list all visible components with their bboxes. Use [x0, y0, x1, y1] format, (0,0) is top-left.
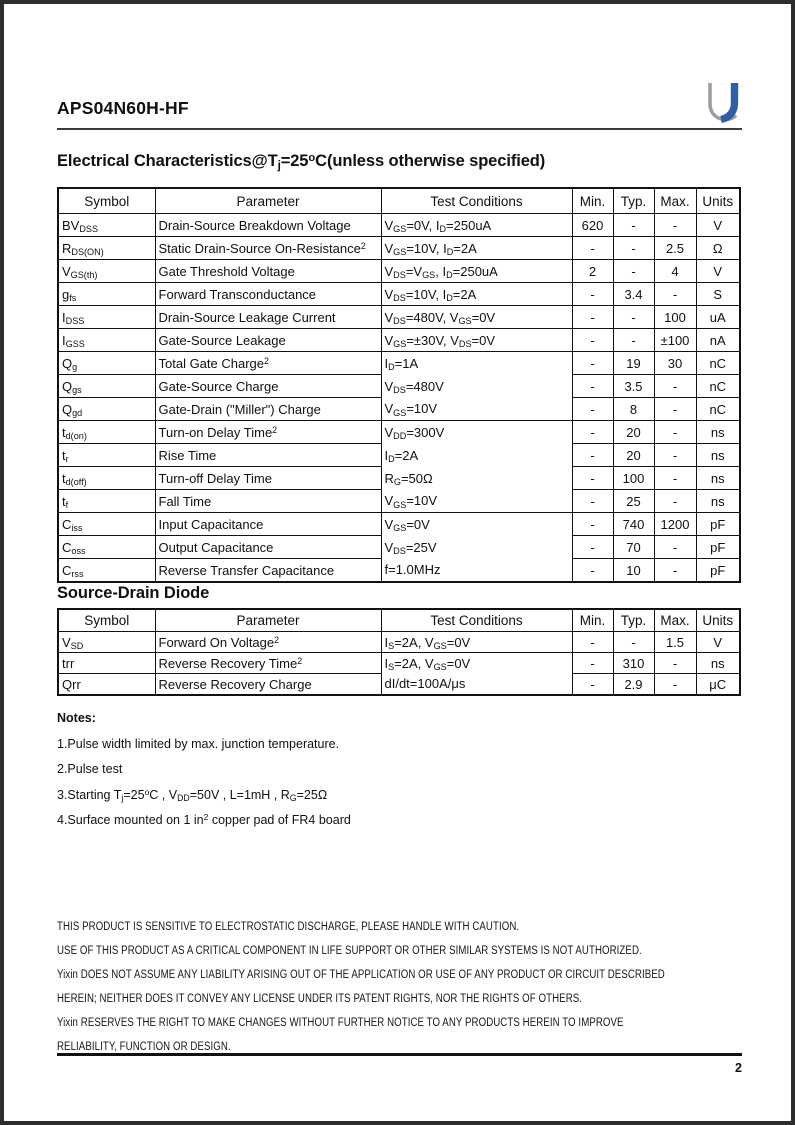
- symbol-cell: $Q_g$: [58, 352, 155, 375]
- test-conditions-cell: $V_{DS}=480V$, $V_{GS}=0V$: [381, 306, 572, 329]
- units-cell: nA: [696, 329, 740, 352]
- typ-cell: 70: [613, 536, 654, 559]
- disclaimer-line: Yixin DOES NOT ASSUME ANY LIABILITY ARISING OUT OF THE APPLICATION OR USE OF ANY PRODUCT OR CIRCUIT DESCRIBED: [57, 968, 665, 981]
- note-item: 1.Pulse width limited by max. junction temperature.: [57, 737, 340, 751]
- units-cell: uA: [696, 306, 740, 329]
- test-conditions-cell: f=1.0MHz: [381, 559, 572, 583]
- typ-cell: 3.5: [613, 375, 654, 398]
- table-row: [58, 375, 740, 398]
- test-conditions-cell: $I_D=2A$: [381, 444, 572, 467]
- part-number: APS04N60H-HF: [57, 98, 189, 118]
- test-conditions-cell: $V_{DD}=300V$: [381, 421, 572, 444]
- test-conditions-cell: $V_{GS}=10V$: [381, 398, 572, 421]
- units-cell: Ω: [696, 237, 740, 260]
- max-cell: -: [654, 214, 696, 237]
- parameter-cell: Gate Threshold Voltage: [155, 260, 381, 283]
- test-conditions-cell: $V_{DS}=25V$: [381, 536, 572, 559]
- typ-cell: 100: [613, 467, 654, 490]
- symbol-cell: $Q_{gs}$: [58, 375, 155, 398]
- test-conditions-cell: $I_D=1A$: [381, 352, 572, 375]
- source-drain-diode-title: Source-Drain Diode: [57, 584, 210, 602]
- symbol-cell: $t_f$: [58, 490, 155, 513]
- test-conditions-cell: $V_{GS}=\pm 30V$, $V_{DS}=0V$: [381, 329, 572, 352]
- symbol-cell: $V_{GS(th)}$: [58, 260, 155, 283]
- disclaimer-line: HEREIN; NEITHER DOES IT CONVEY ANY LICENSE UNDER ITS PATENT RIGHTS, NOR THE RIGHTS OF OTHERS.: [57, 992, 583, 1005]
- page-number: 2: [735, 1061, 742, 1075]
- logo-blue-stroke: [721, 83, 735, 119]
- disclaimer-line: THIS PRODUCT IS SENSITIVE TO ELECTROSTATIC DISCHARGE, PLEASE HANDLE WITH CAUTION.: [57, 921, 520, 933]
- note-item: 4.Surface mounted on 1 $in^2$ copper pad of FR4 board: [57, 812, 351, 828]
- min-cell: -: [572, 329, 613, 352]
- parameter-cell: Forward On Voltage$^2$: [155, 632, 381, 653]
- column-header: Min.: [572, 609, 613, 632]
- typ-cell: 2.9: [613, 674, 654, 696]
- note-item: 3.Starting $T_j=25^oC$ , $V_{DD}=50V$ , L=1mH , $R_G=25\Omega$: [57, 787, 328, 804]
- max-cell: -: [654, 283, 696, 306]
- max-cell: 1.5: [654, 632, 696, 653]
- table-row: [58, 490, 740, 513]
- typ-cell: 19: [613, 352, 654, 375]
- units-cell: nC: [696, 375, 740, 398]
- max-cell: 100: [654, 306, 696, 329]
- electrical-characteristics-table: [57, 187, 741, 583]
- units-cell: ns: [696, 444, 740, 467]
- table-row: [58, 306, 740, 329]
- table-row: [58, 467, 740, 490]
- units-cell: nC: [696, 352, 740, 375]
- typ-cell: 3.4: [613, 283, 654, 306]
- disclaimer-line: RELIABILITY, FUNCTION OR DESIGN.: [57, 1040, 231, 1053]
- symbol-cell: $t_r$: [58, 444, 155, 467]
- test-conditions-cell: $I_S=2A$, $V_{GS}=0V$: [381, 632, 572, 653]
- table-row: [58, 237, 740, 260]
- table-row: [58, 632, 740, 653]
- min-cell: -: [572, 632, 613, 653]
- units-cell: ns: [696, 490, 740, 513]
- typ-cell: 25: [613, 490, 654, 513]
- disclaimer-text: [57, 916, 739, 1059]
- disclaimer-line: USE OF THIS PRODUCT AS A CRITICAL COMPONENT IN LIFE SUPPORT OR OTHER SIMILAR SYSTEMS IS NOT AUTHORIZED.: [57, 944, 642, 957]
- max-cell: -: [654, 536, 696, 559]
- column-header: Parameter: [155, 188, 381, 214]
- max-cell: -: [654, 559, 696, 583]
- units-cell: V: [696, 260, 740, 283]
- max-cell: -: [654, 674, 696, 696]
- footer-divider: [57, 1053, 742, 1056]
- max-cell: -: [654, 375, 696, 398]
- test-conditions-cell: $R_G=50\Omega$: [381, 467, 572, 490]
- source-drain-diode-table: [57, 608, 741, 696]
- symbol-cell: $t_{d(on)}$: [58, 421, 155, 444]
- notes-heading: Notes:: [57, 711, 96, 725]
- parameter-cell: Turn-off Delay Time: [155, 467, 381, 490]
- table-row: [58, 329, 740, 352]
- min-cell: -: [572, 421, 613, 444]
- notes-list: [57, 732, 351, 834]
- units-cell: pF: [696, 513, 740, 536]
- symbol-cell: Qrr: [58, 674, 155, 696]
- typ-cell: 740: [613, 513, 654, 536]
- column-header: Test Conditions: [381, 188, 572, 214]
- parameter-cell: Gate-Source Charge: [155, 375, 381, 398]
- test-conditions-cell: $V_{GS}=0V$: [381, 513, 572, 536]
- parameter-cell: Fall Time: [155, 490, 381, 513]
- typ-cell: -: [613, 260, 654, 283]
- column-header: Typ.: [613, 609, 654, 632]
- units-cell: ns: [696, 421, 740, 444]
- max-cell: 1200: [654, 513, 696, 536]
- column-header: Symbol: [58, 609, 155, 632]
- symbol-cell: $BV_{DSS}$: [58, 214, 155, 237]
- max-cell: -: [654, 421, 696, 444]
- min-cell: -: [572, 513, 613, 536]
- units-cell: pF: [696, 536, 740, 559]
- parameter-cell: Drain-Source Leakage Current: [155, 306, 381, 329]
- column-header: Max.: [654, 609, 696, 632]
- typ-cell: -: [613, 237, 654, 260]
- table-row: [58, 674, 740, 696]
- min-cell: -: [572, 283, 613, 306]
- table-row: [58, 444, 740, 467]
- units-cell: ns: [696, 653, 740, 674]
- min-cell: 620: [572, 214, 613, 237]
- typ-cell: 20: [613, 444, 654, 467]
- min-cell: -: [572, 444, 613, 467]
- min-cell: -: [572, 490, 613, 513]
- symbol-cell: $I_{DSS}$: [58, 306, 155, 329]
- symbol-cell: $C_{rss}$: [58, 559, 155, 583]
- column-header: Parameter: [155, 609, 381, 632]
- notes-section: [57, 711, 351, 834]
- symbol-cell: $C_{iss}$: [58, 513, 155, 536]
- typ-cell: -: [613, 329, 654, 352]
- table-row: [58, 214, 740, 237]
- typ-cell: -: [613, 214, 654, 237]
- units-cell: pF: [696, 559, 740, 583]
- test-conditions-cell: $V_{GS}=0V$, $I_D=250uA$: [381, 214, 572, 237]
- symbol-cell: $g_{fs}$: [58, 283, 155, 306]
- table-row: [58, 421, 740, 444]
- min-cell: -: [572, 653, 613, 674]
- max-cell: 4: [654, 260, 696, 283]
- parameter-cell: Gate-Drain ("Miller") Charge: [155, 398, 381, 421]
- min-cell: -: [572, 536, 613, 559]
- table-row: [58, 536, 740, 559]
- test-conditions-cell: dI/dt=100A/μs: [381, 674, 572, 696]
- typ-cell: 8: [613, 398, 654, 421]
- company-logo u-icon: [702, 80, 746, 130]
- units-cell: nC: [696, 398, 740, 421]
- max-cell: -: [654, 490, 696, 513]
- electrical-characteristics-title: Electrical $Characteristics@T_j=25^oC(unless$ otherwise specified): [57, 151, 546, 173]
- parameter-cell: Static Drain-Source On-Resistance$^2$: [155, 237, 381, 260]
- parameter-cell: Reverse Transfer Capacitance: [155, 559, 381, 583]
- symbol-cell: trr: [58, 653, 155, 674]
- table-row: [58, 352, 740, 375]
- min-cell: -: [572, 375, 613, 398]
- disclaimer-line: Yixin RESERVES THE RIGHT TO MAKE CHANGES WITHOUT FURTHER NOTICE TO ANY PRODUCTS HEREIN TO IMPROVE: [57, 1016, 624, 1029]
- table-row: [58, 653, 740, 674]
- column-header: Test Conditions: [381, 609, 572, 632]
- min-cell: -: [572, 559, 613, 583]
- parameter-cell: Drain-Source Breakdown Voltage: [155, 214, 381, 237]
- min-cell: -: [572, 398, 613, 421]
- header-divider: [57, 128, 742, 130]
- column-header: Max.: [654, 188, 696, 214]
- units-cell: S: [696, 283, 740, 306]
- column-header: Symbol: [58, 188, 155, 214]
- units-cell: μC: [696, 674, 740, 696]
- typ-cell: 20: [613, 421, 654, 444]
- typ-cell: -: [613, 632, 654, 653]
- parameter-cell: Input Capacitance: [155, 513, 381, 536]
- symbol-cell: $I_{GSS}$: [58, 329, 155, 352]
- test-conditions-cell: $V_{GS}=10V$, $I_D=2A$: [381, 237, 572, 260]
- parameter-cell: Total Gate Charge$^2$: [155, 352, 381, 375]
- column-header: Typ.: [613, 188, 654, 214]
- parameter-cell: Reverse Recovery Time$^2$: [155, 653, 381, 674]
- min-cell: -: [572, 674, 613, 696]
- test-conditions-cell: $I_S=2A$, $V_{GS}=0V$: [381, 653, 572, 674]
- max-cell: -: [654, 398, 696, 421]
- max-cell: -: [654, 444, 696, 467]
- units-cell: ns: [696, 467, 740, 490]
- min-cell: -: [572, 467, 613, 490]
- column-header: Min.: [572, 188, 613, 214]
- table-row: [58, 260, 740, 283]
- parameter-cell: Output Capacitance: [155, 536, 381, 559]
- parameter-cell: Turn-on Delay Time$^2$: [155, 421, 381, 444]
- max-cell: 30: [654, 352, 696, 375]
- min-cell: -: [572, 306, 613, 329]
- note-item: 2.Pulse test: [57, 762, 123, 777]
- test-conditions-cell: $V_{DS}=10V$, $I_D=2A$: [381, 283, 572, 306]
- units-cell: V: [696, 214, 740, 237]
- table-row: [58, 513, 740, 536]
- symbol-cell: $C_{oss}$: [58, 536, 155, 559]
- symbol-cell: $Q_{gd}$: [58, 398, 155, 421]
- max-cell: ±100: [654, 329, 696, 352]
- typ-cell: 310: [613, 653, 654, 674]
- table-row: [58, 283, 740, 306]
- test-conditions-cell: $V_{GS}=10V$: [381, 490, 572, 513]
- min-cell: -: [572, 237, 613, 260]
- test-conditions-cell: $V_{DS}=V_{GS}$, $I_D=250uA$: [381, 260, 572, 283]
- parameter-cell: Rise Time: [155, 444, 381, 467]
- test-conditions-cell: $V_{DS}=480V$: [381, 375, 572, 398]
- symbol-cell: $V_{SD}$: [58, 632, 155, 653]
- column-header: Units: [696, 188, 740, 214]
- symbol-cell: $t_{d(off)}$: [58, 467, 155, 490]
- parameter-cell: Forward Transconductance: [155, 283, 381, 306]
- typ-cell: -: [613, 306, 654, 329]
- parameter-cell: Reverse Recovery Charge: [155, 674, 381, 696]
- min-cell: -: [572, 352, 613, 375]
- parameter-cell: Gate-Source Leakage: [155, 329, 381, 352]
- symbol-cell: $R_{DS(ON)}$: [58, 237, 155, 260]
- max-cell: 2.5: [654, 237, 696, 260]
- units-cell: V: [696, 632, 740, 653]
- max-cell: -: [654, 467, 696, 490]
- table-row: [58, 559, 740, 583]
- max-cell: -: [654, 653, 696, 674]
- min-cell: 2: [572, 260, 613, 283]
- column-header: Units: [696, 609, 740, 632]
- table-row: [58, 398, 740, 421]
- typ-cell: 10: [613, 559, 654, 583]
